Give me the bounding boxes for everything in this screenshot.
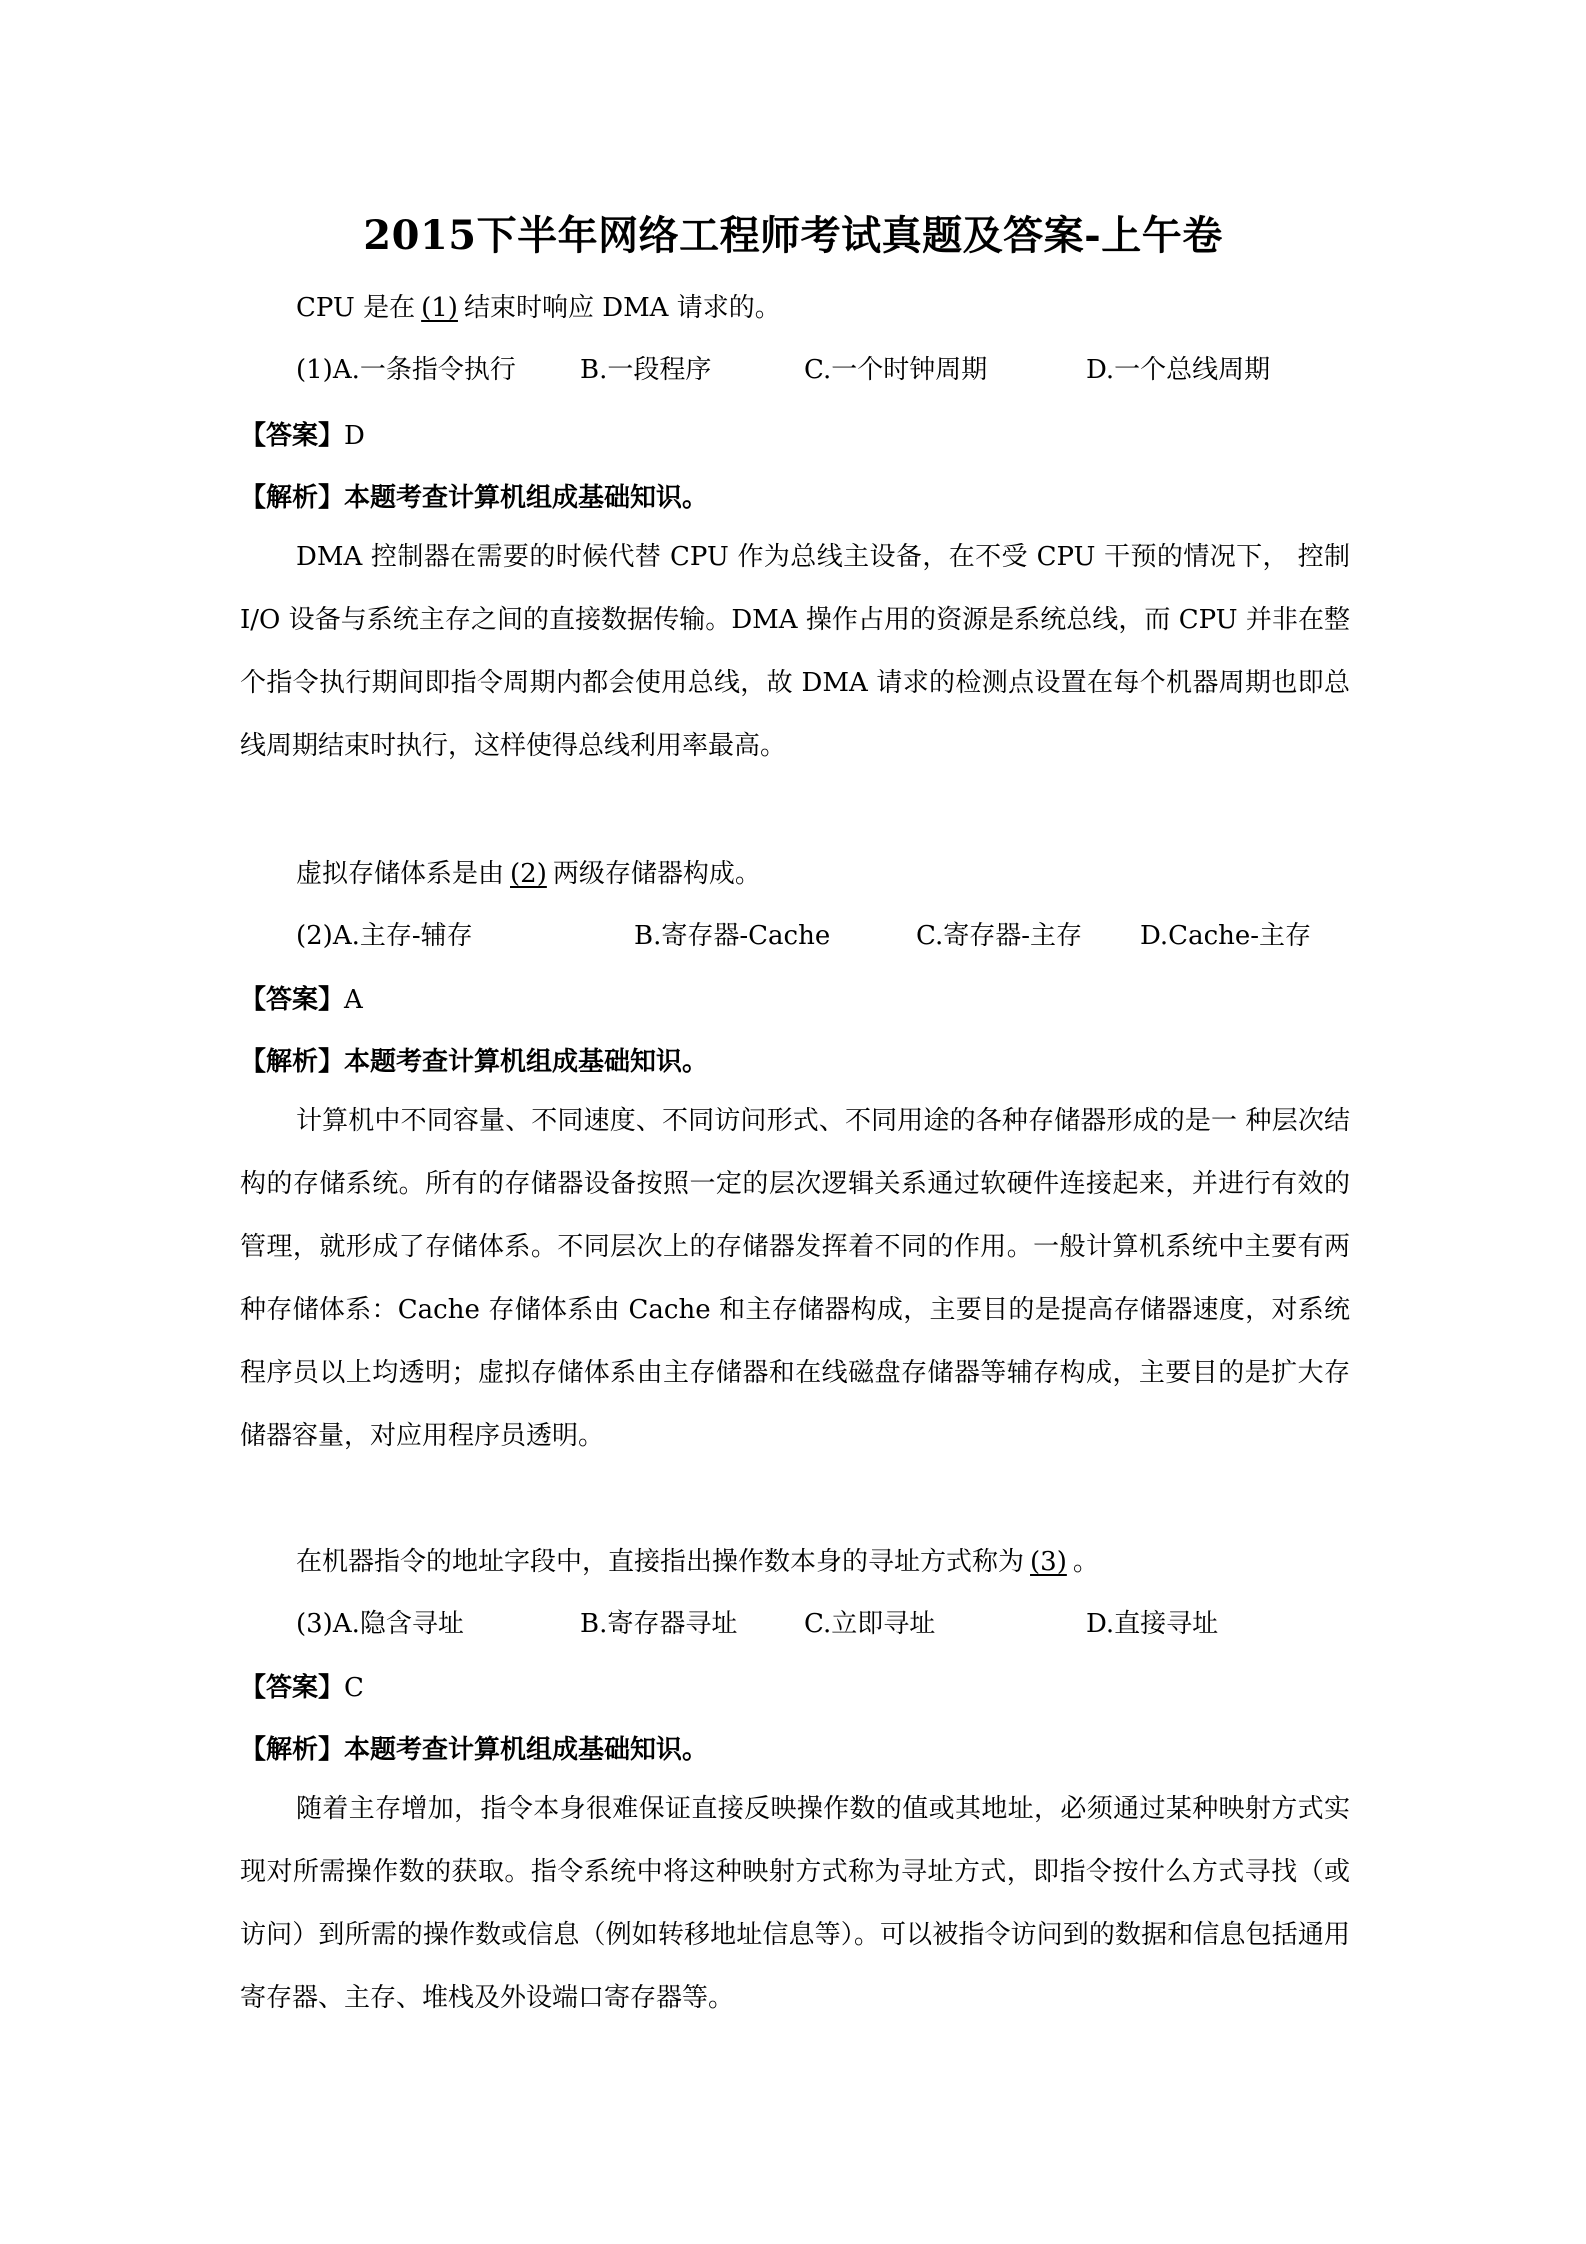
- question-1-option-c: C.一个时钟周期: [804, 355, 988, 385]
- question-1-stem-after: 结束时响应 DMA 请求的。: [463, 293, 781, 323]
- question-3-option-d: D.直接寻址: [1086, 1609, 1219, 1639]
- question-2-option-b: B.寄存器-Cache: [634, 921, 831, 951]
- question-1-option-a: (1)A.一条指令执行: [296, 355, 516, 385]
- question-1-option-d: D.一个总线周期: [1086, 355, 1271, 385]
- question-2-explanation: 计算机中不同容量、不同速度、不同访问形式、不同用途的各种存储器形成的是一 种层次结构的存储系统。所有的存储器设备按照一定的层次逻辑关系通过软硬件连接起来，并进行有效的管理，就形成了存储体系。不同层次上的存储器发挥着不同的作用。一般计算机系统中主要有两种存储体系：Cache 存储体系由 Cache 和主存储器构成，主要目的是提高存储器速度，对系统程序员以上均透明；虚拟存储体系由主存储器和在线磁盘存储器等辅存构成，主要目的是扩大存储器容量，对应用程序员透明。: [240, 1106, 1350, 1451]
- question-1-blank: (1): [421, 293, 458, 323]
- question-2-analysis-heading: [240, 1044, 1350, 1080]
- question-1-explanation: DMA 控制器在需要的时候代替 CPU 作为总线主设备，在不受 CPU 干预的情况下， 控制 I/O 设备与系统主存之间的直接数据传输。DMA 操作占用的资源是系统总线，而 CPU 并非在整个指令执行期间即指令周期内都会使用总线，故 DMA 请求的检测点设置在每个机器周期也即总线周期结束时执行，这样使得总线利用率最高。: [240, 542, 1350, 761]
- question-2-option-a: (2)A.主存-辅存: [296, 921, 473, 951]
- analysis-label: 【解析】: [240, 1047, 345, 1077]
- question-1-analysis-heading: [240, 480, 1350, 516]
- question-3-option-c: C.立即寻址: [804, 1609, 936, 1639]
- question-2-answer: [240, 982, 1350, 1018]
- question-3-option-a: (3)A.隐含寻址: [296, 1609, 464, 1639]
- analysis-label: 【解析】: [240, 1735, 345, 1765]
- question-3-explanation: 随着主存增加，指令本身很难保证直接反映操作数的值或其地址，必须通过某种映射方式实现对所需操作数的获取。指令系统中将这种映射方式称为寻址方式，即指令按什么方式寻找（或访问）到所需的操作数或信息（例如转移地址信息等）。可以被指令访问到的数据和信息包括通用寄存器、主存、堆栈及外设端口寄存器等。: [240, 1794, 1350, 2013]
- question-3-stem: [296, 1544, 1406, 1580]
- analysis-title: 本题考查计算机组成基础知识。: [344, 1047, 709, 1077]
- question-3-stem-after: 。: [1072, 1547, 1099, 1577]
- question-3-option-b: B.寄存器寻址: [580, 1609, 738, 1639]
- answer-value: D: [344, 421, 365, 451]
- question-3-analysis-heading: [240, 1732, 1350, 1768]
- question-3-stem-before: 在机器指令的地址字段中，直接指出操作数本身的寻址方式称为: [296, 1547, 1025, 1577]
- answer-label: 【答案】: [240, 421, 345, 451]
- question-1-stem: [296, 290, 1406, 326]
- question-2-stem-before: 虚拟存储体系是由: [296, 859, 505, 889]
- question-3-answer: [240, 1670, 1350, 1706]
- question-2-stem: [296, 856, 1406, 892]
- question-1-option-b: B.一段程序: [580, 355, 712, 385]
- answer-value: A: [344, 985, 363, 1015]
- question-2-option-c: C.寄存器-主存: [916, 921, 1083, 951]
- question-1-answer: [240, 418, 1350, 454]
- answer-label: 【答案】: [240, 1673, 345, 1703]
- question-2-blank: (2): [510, 859, 547, 889]
- analysis-title: 本题考查计算机组成基础知识。: [344, 483, 709, 513]
- analysis-title: 本题考查计算机组成基础知识。: [344, 1735, 709, 1765]
- analysis-label: 【解析】: [240, 483, 345, 513]
- question-2-option-d: D.Cache-主存: [1140, 921, 1312, 951]
- page-title: 2015下半年网络工程师考试真题及答案-上午卷: [363, 212, 1223, 259]
- question-2-stem-after: 两级存储器构成。: [552, 859, 761, 889]
- question-3-blank: (3): [1030, 1547, 1067, 1577]
- question-1-stem-before: CPU 是在: [296, 293, 416, 323]
- answer-value: C: [344, 1673, 364, 1703]
- answer-label: 【答案】: [240, 985, 345, 1015]
